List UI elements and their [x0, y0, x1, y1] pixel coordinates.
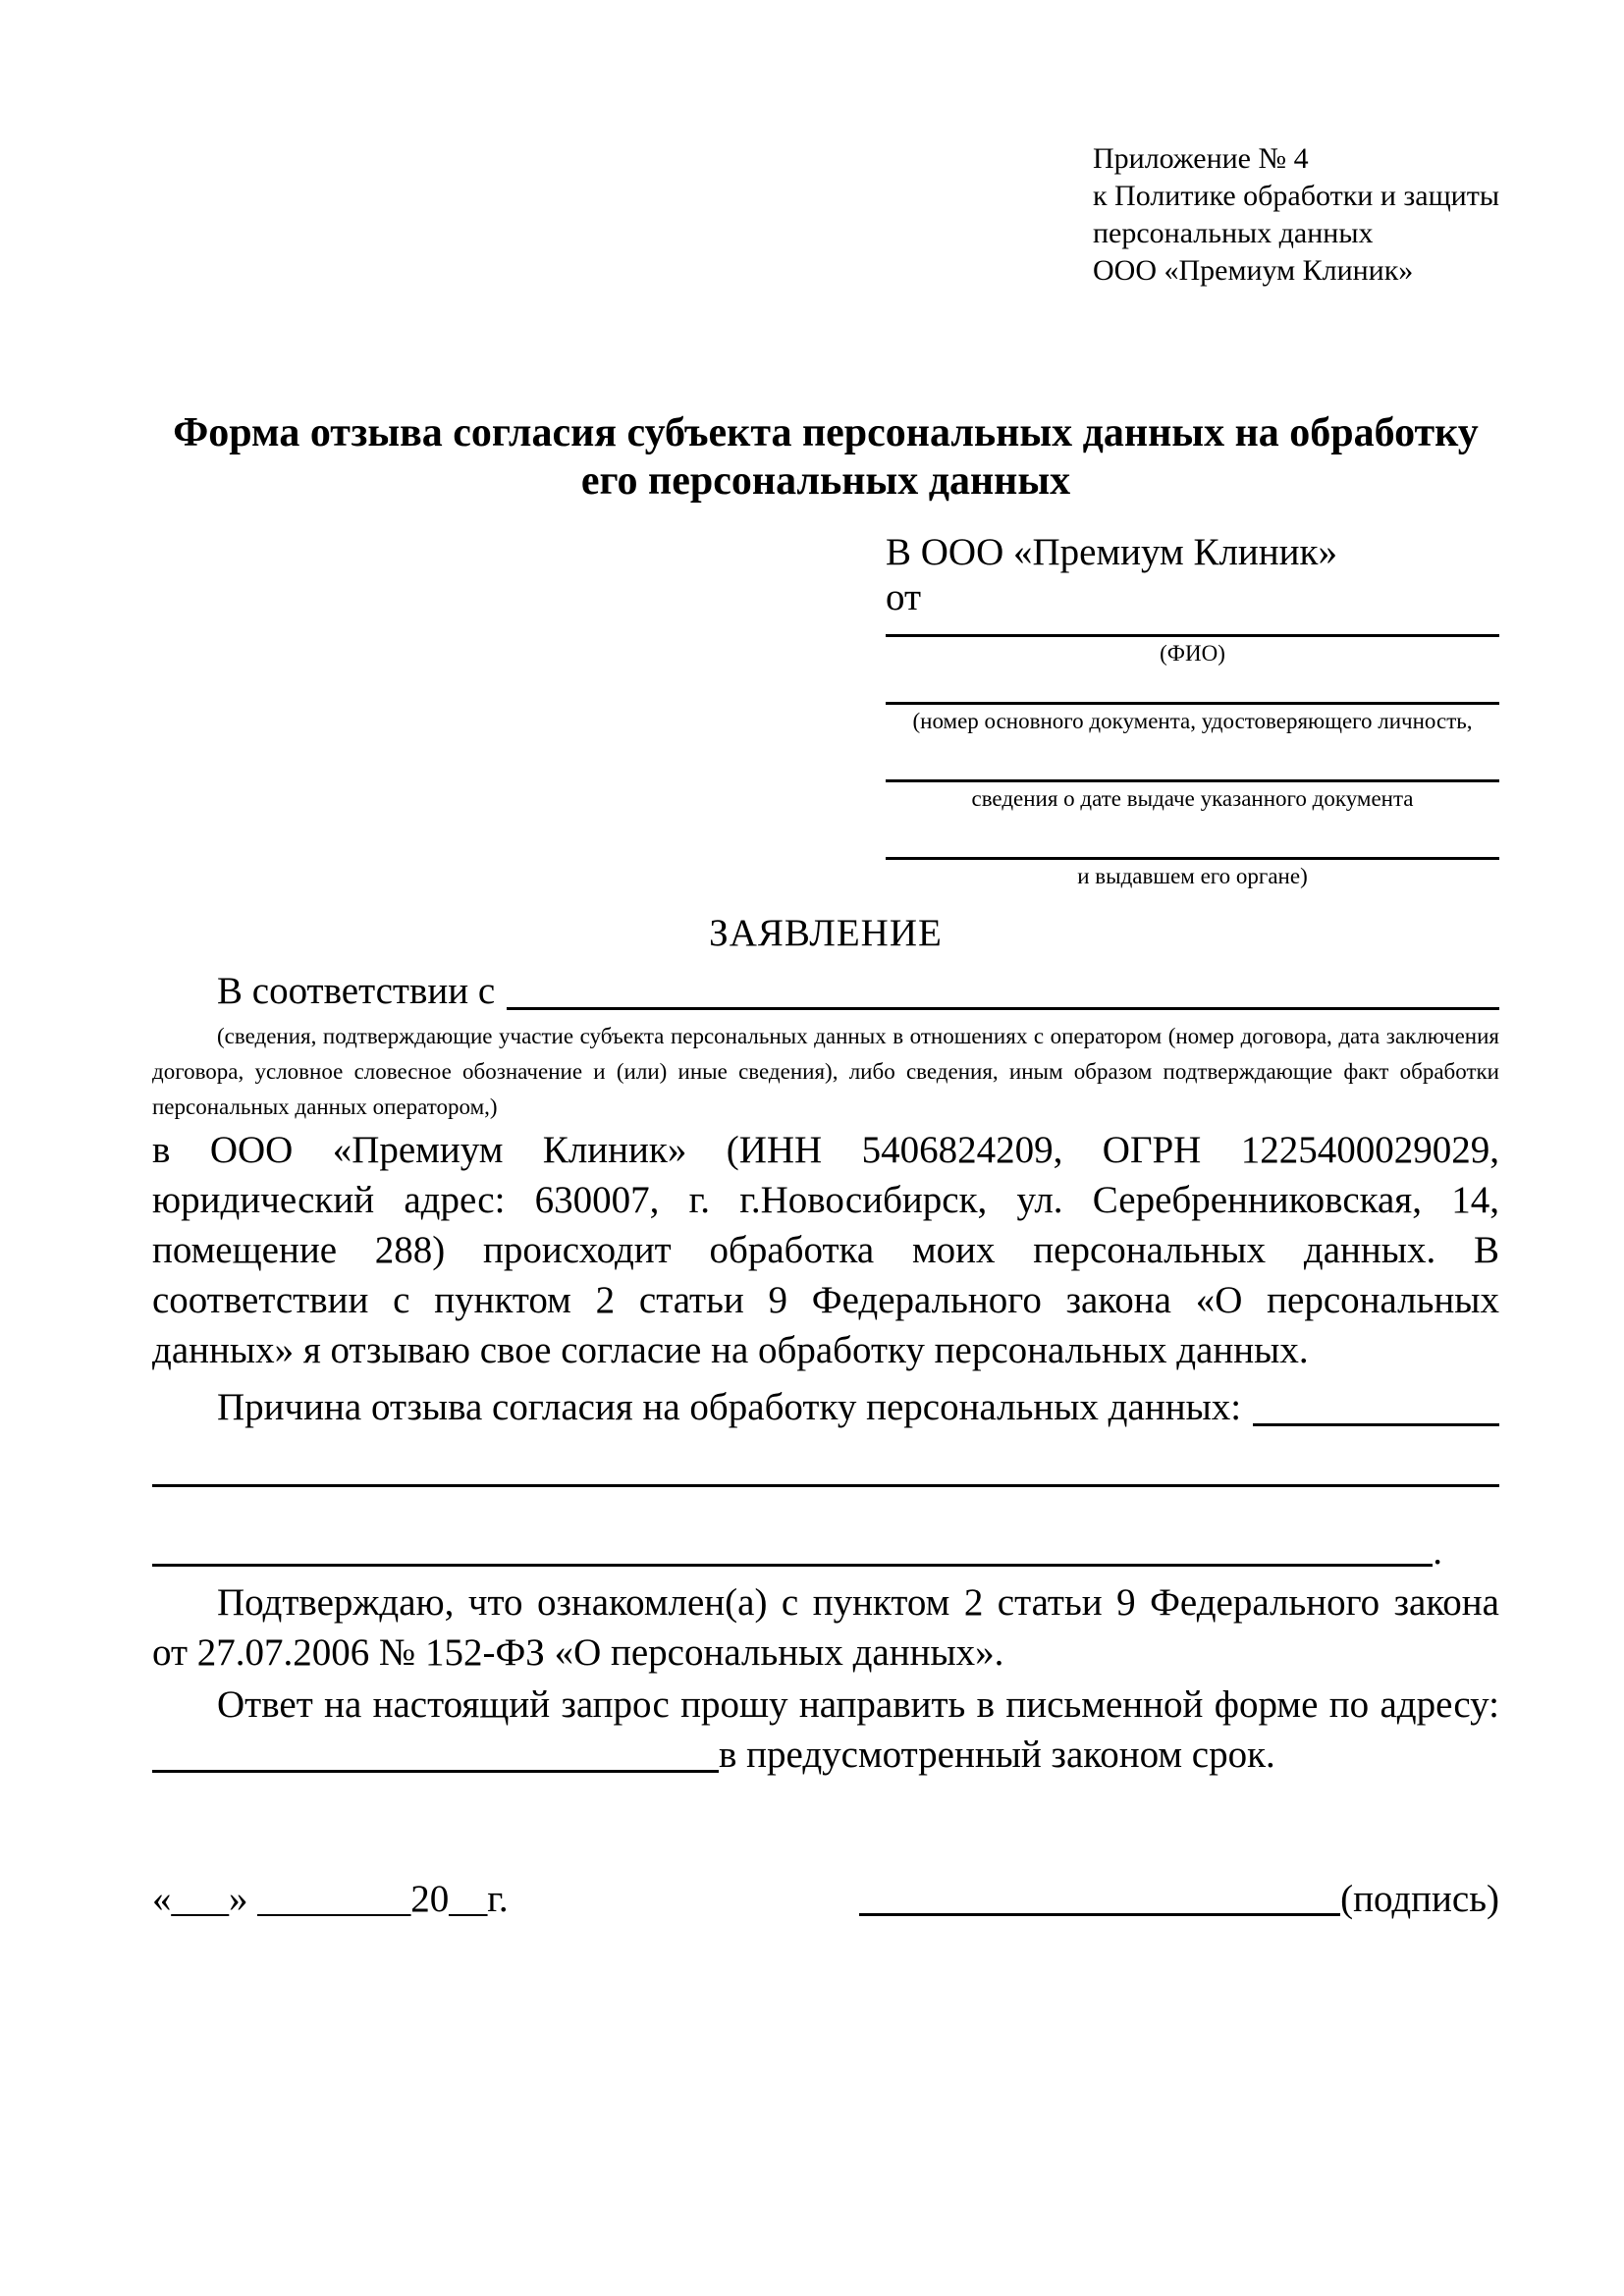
signature-group: [859, 1876, 1499, 1923]
annex-line: к Политике обработки и защиты: [1092, 180, 1499, 212]
fio-caption: (ФИО): [1160, 641, 1225, 667]
signature-input-line[interactable]: [859, 1913, 1340, 1916]
signature-caption: (подпись): [1340, 1877, 1499, 1920]
reason-row: [152, 1383, 1499, 1433]
reply-tail: в предусмотренный законом срок.: [719, 1733, 1275, 1776]
reason-continuation-line-2: [152, 1530, 1499, 1574]
doc-issue-date-caption: сведения о дате выдаче указанного документа: [971, 786, 1414, 812]
fio-input-line[interactable]: [886, 620, 1499, 637]
recipient-from: от: [886, 576, 922, 619]
recipient-to: В ООО «Премиум Клиник»: [886, 531, 1337, 574]
date-signature-row: [152, 1876, 1499, 1923]
reason-continuation-input-line[interactable]: [152, 1564, 1433, 1567]
recipient-block: [886, 530, 1499, 891]
document-title-line-1: Форма отзыва согласия субъекта персональных данных на обработку: [173, 410, 1479, 455]
annex-line: персональных данных: [1092, 217, 1374, 249]
statement-heading: ЗАЯВЛЕНИЕ: [709, 912, 943, 955]
reason-input-line[interactable]: [1253, 1423, 1499, 1426]
annex-line: ООО «Премиум Клиник»: [1092, 254, 1414, 287]
doc-number-caption: (номер основного документа, удостоверяющего личность,: [912, 709, 1473, 734]
reply-address-row: [152, 1730, 1499, 1780]
document-title: [152, 409, 1499, 505]
basis-label: В соответствии с: [217, 970, 496, 1013]
basis-fine-print: (сведения, подтверждающие участие субъекта персональных данных в отношениях с оператором (номер договора, дата заключения договора, условное словесное обозначение и (или) иные сведения), либо сведения, иным образом подтверждающие факт обработки персональных данных оператором,): [152, 1023, 1499, 1119]
reason-label: Причина отзыва согласия на обработку персональных данных:: [217, 1385, 1242, 1428]
doc-issuer-input-line[interactable]: [886, 814, 1499, 860]
confirmation-paragraph: Подтверждаю, что ознакомлен(а) с пунктом 2 статьи 9 Федерального закона от 27.07.2006 № 152-ФЗ «О персональных данных».: [152, 1580, 1499, 1674]
reason-period: .: [1433, 1529, 1442, 1573]
doc-issue-date-input-line[interactable]: [886, 736, 1499, 782]
doc-number-input-line[interactable]: [886, 668, 1499, 705]
date-field[interactable]: «___» ________20__г.: [152, 1877, 509, 1920]
basis-input-line[interactable]: [507, 1007, 1499, 1010]
reason-continuation-line-1[interactable]: [152, 1484, 1499, 1487]
address-input-line[interactable]: [152, 1770, 719, 1773]
annex-block: [1093, 140, 1499, 290]
doc-issuer-caption: и выдавшем его органе): [1077, 864, 1308, 889]
reply-intro-paragraph: Ответ на настоящий запрос прошу направить в письменной форме по адресу:: [217, 1682, 1499, 1726]
document-title-line-2: его персональных данных: [580, 457, 1071, 504]
basis-row: [152, 967, 1499, 1017]
annex-line: Приложение № 4: [1092, 142, 1309, 175]
body-paragraph: в ООО «Премиум Клиник» (ИНН 5406824209, ОГРН 1225400029029, юридический адрес: 630007, г. г.Новосибирск, ул. Серебренниковская, 14, помещение 288) происходит обработка моих персональных данных. В соответствии с пунктом 2 статьи 9 Федерального закона «О персональных данных» я отзываю свое согласие на обработку персональных данных.: [152, 1128, 1499, 1371]
